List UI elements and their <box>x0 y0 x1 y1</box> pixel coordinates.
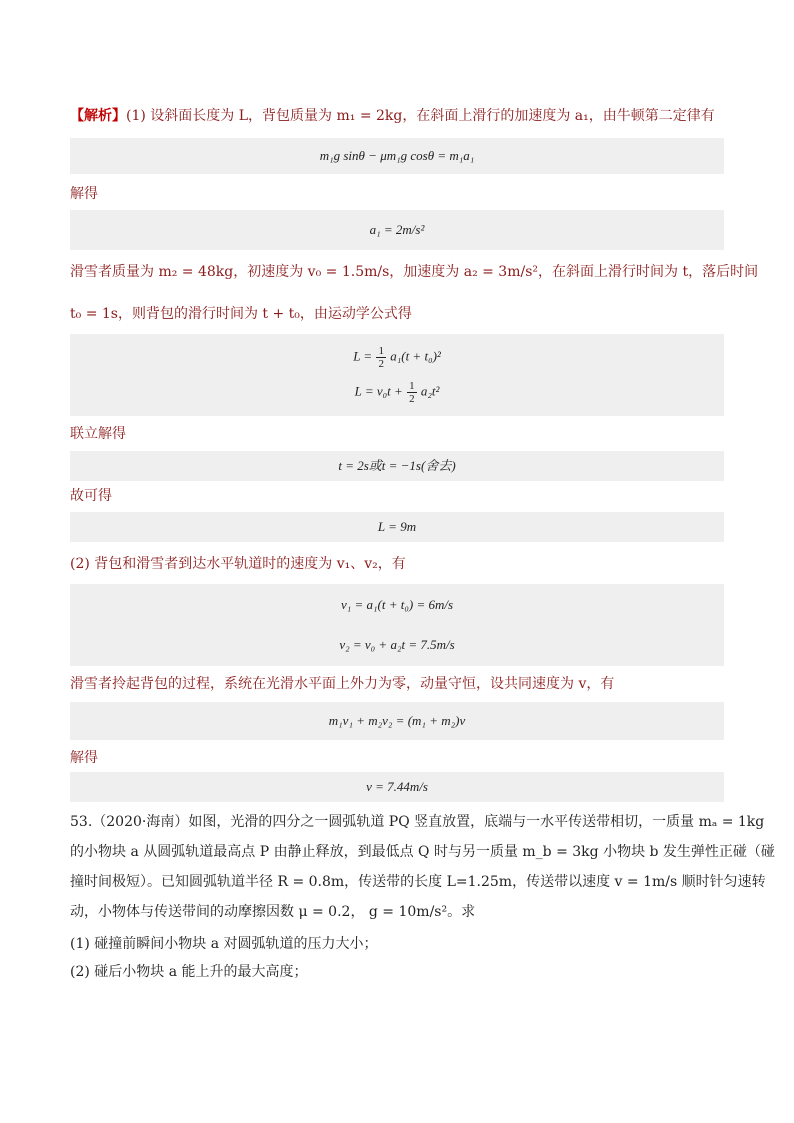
solve-label-3: 故可得 <box>70 488 112 504</box>
problem-line-1: 53.（2020·海南）如图，光滑的四分之一圆弧轨道 PQ 竖直放置，底端与一水平传送带相切，一质量 mₐ = 1kg <box>70 814 765 830</box>
part2-text: (2) 背包和滑雪者到达水平轨道时的速度为 v₁、v₂，有 <box>70 556 406 572</box>
frac-den: 2 <box>378 358 384 370</box>
eq-backpack-distance <box>353 345 441 370</box>
problem-line-2: 的小物块 a 从圆弧轨道最高点 P 由静止释放，到最低点 Q 时与另一质量 m_b = 3kg 小物块 b 发生弹性正碰（碰 <box>70 844 775 860</box>
question-1: (1) 碰撞前瞬间小物块 a 对圆弧轨道的压力大小； <box>70 936 378 952</box>
solution-tag: 【解析】 <box>70 108 126 124</box>
question-2: (2) 碰后小物块 a 能上升的最大高度； <box>70 964 308 980</box>
eq-v1: v₁ = a₁(t + t₀) = 6m/s <box>340 597 454 612</box>
equation-velocities <box>70 584 724 666</box>
fraction-half <box>376 345 386 370</box>
equation-length <box>70 512 724 542</box>
eq-momentum: m₁v₁ + m₂v₂ = (m₁ + m₂)v <box>328 713 466 728</box>
eq4-rhs: a₂t² <box>420 383 440 399</box>
equation-final-velocity <box>70 772 724 802</box>
frac-num: 1 <box>409 380 415 392</box>
equation-kinematics <box>70 334 724 416</box>
part1-skier-text: 滑雪者质量为 m₂ = 48kg，初速度为 v₀ = 1.5m/s，加速度为 a₂ = 3m/s²，在斜面上滑行时间为 t，落后时间 <box>70 264 759 280</box>
eq4-lhs: L = v₀t + <box>354 383 403 399</box>
equation-newton <box>70 138 724 174</box>
eq-a1: a₁ = 2m/s² <box>369 222 425 237</box>
eq3-rhs: a₁(t + t₀)² <box>390 348 441 364</box>
equation-time <box>70 451 724 481</box>
frac-den: 2 <box>409 393 415 405</box>
eq-length: L = 9m <box>377 519 417 534</box>
eq-final-velocity: v = 7.44m/s <box>366 779 428 794</box>
fraction-half <box>407 380 417 405</box>
solution-intro <box>70 106 715 126</box>
frac-num: 1 <box>378 345 384 357</box>
part1-time-text: t₀ = 1s，则背包的滑行时间为 t + t₀，由运动学公式得 <box>70 306 412 322</box>
problem-line-4: 动，小物体与传送带间的动摩擦因数 μ = 0.2， g = 10m/s²。求 <box>70 904 476 920</box>
problem-line-3: 撞时间极短）。已知圆弧轨道半径 R = 0.8m，传送带的长度 L=1.25m，传送带以速度 v = 1m/s 顺时针匀速转 <box>70 874 766 890</box>
momentum-text: 滑雪者拎起背包的过程，系统在光滑水平面上外力为零，动量守恒，设共同速度为 v，有 <box>70 676 615 692</box>
eq-skier-distance <box>355 380 440 405</box>
solve-label-4: 解得 <box>70 750 98 766</box>
equation-momentum <box>70 702 724 740</box>
solve-label-2: 联立解得 <box>70 426 126 442</box>
eq-v2: v₂ = v₀ + a₂t = 7.5m/s <box>339 637 455 652</box>
eq-time: t = 2s或t = −1s(舍去) <box>338 458 456 473</box>
part1-text: (1) 设斜面长度为 L，背包质量为 m₁ = 2kg，在斜面上滑行的加速度为 a₁，由牛顿第二定律有 <box>126 108 715 124</box>
solve-label-1: 解得 <box>70 186 98 202</box>
equation-a1 <box>70 210 724 250</box>
eq3-lhs: L = <box>353 348 373 364</box>
eq-newton: m₁g sinθ − μm₁g cosθ = m₁a₁ <box>319 148 475 163</box>
